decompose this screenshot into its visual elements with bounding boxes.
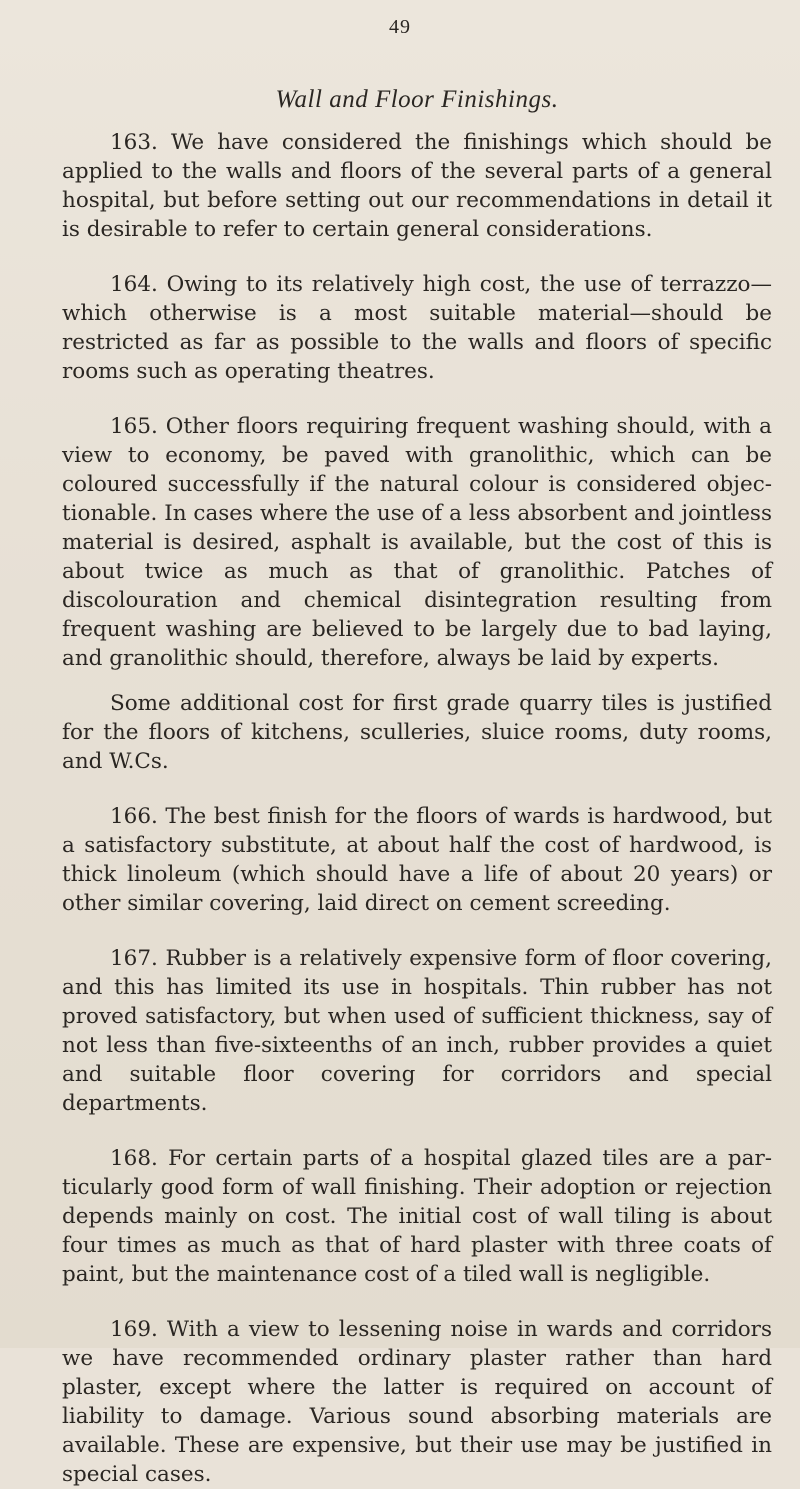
paragraph-165-continued [62,689,772,776]
paragraph-164 [62,270,772,386]
paragraph-text: Rubber is a relatively expensive form of floor covering, and this has limited its use in hospitals. Thin rubber has not proved satisfactory, but when used of sufficient thickness, say of not less than five-sixteenths of an inch, rubber provides a quiet and suitable floor covering for corridors and special departments. [62,946,772,1116]
paragraph-text: The best finish for the floors of wards is hardwood, but a satisfactory substitute, at about half the cost of hardwood, is thick linoleum (which should have a life of about 20 years) or other similar covering, laid direct on cement screeding. [62,804,772,916]
paragraph-number: 167. [110,946,166,971]
page-number: 49 [389,16,411,38]
paragraph-text: We have considered the finishings which should be applied to the walls and floors of the several parts of a general hospital, but before setting out our recommendations in detail it is desirable to refer to certain general considerations. [62,130,773,242]
paragraph-text: Other floors requiring frequent washing should, with a view to economy, be paved with granolithic, which can be coloured successfully if the natural colour is considered objec- tionable. In cases where the use of a less absorbent and jointless material is desired, asphalt is available, but the cost of this is about twice as much as that of granolithic. Patches of discolouration and chemical disintegration resulting from frequent washing are believed to be largely due to bad laying, and granolithic should, therefore, always be laid by experts. [62,414,772,671]
paragraph-text: Some additional cost for first grade quarry tiles is justified for the floors of kitchens, sculleries, sluice rooms, duty rooms, and W.Cs. [62,691,772,774]
paragraph-168 [62,1144,772,1289]
paragraph-number [62,691,110,716]
paragraph-167 [62,944,772,1118]
paragraph-number: 165. [110,414,166,439]
paragraph-number: 163. [110,130,172,155]
paragraph-number: 169. [110,1317,167,1342]
paragraph-text: With a view to lessening noise in wards and corridors we have recommended ordinary plaster rather than hard plaster, except where the latter is required on account of liability to damage. Various sound absorbing materials are available. These are expensive, but their use may be justified in special cases. [62,1317,772,1487]
section-heading: Wall and Floor Finishings. [275,86,559,113]
paragraph-169 [62,1315,772,1489]
paragraph-number: 166. [110,804,166,829]
paragraph-166 [62,802,772,918]
paragraph-163 [62,128,772,244]
paragraph-165 [62,412,772,673]
paragraph-text: For certain parts of a hospital glazed tiles are a par- ticularly good form of wall finishing. Their adoption or rejection depends mainly on cost. The initial cost of wall tiling is about four times as much as that of hard plaster with three coats of paint, but the maintenance cost of a tiled wall is negligible. [62,1146,772,1287]
paragraph-text: Owing to its relatively high cost, the use of terrazzo— which otherwise is a most suitable material—should be restricted as far as possible to the walls and floors of specific rooms such as operating theatres. [62,272,772,384]
paragraph-number: 168. [110,1146,169,1171]
paragraph-number: 164. [110,272,167,297]
